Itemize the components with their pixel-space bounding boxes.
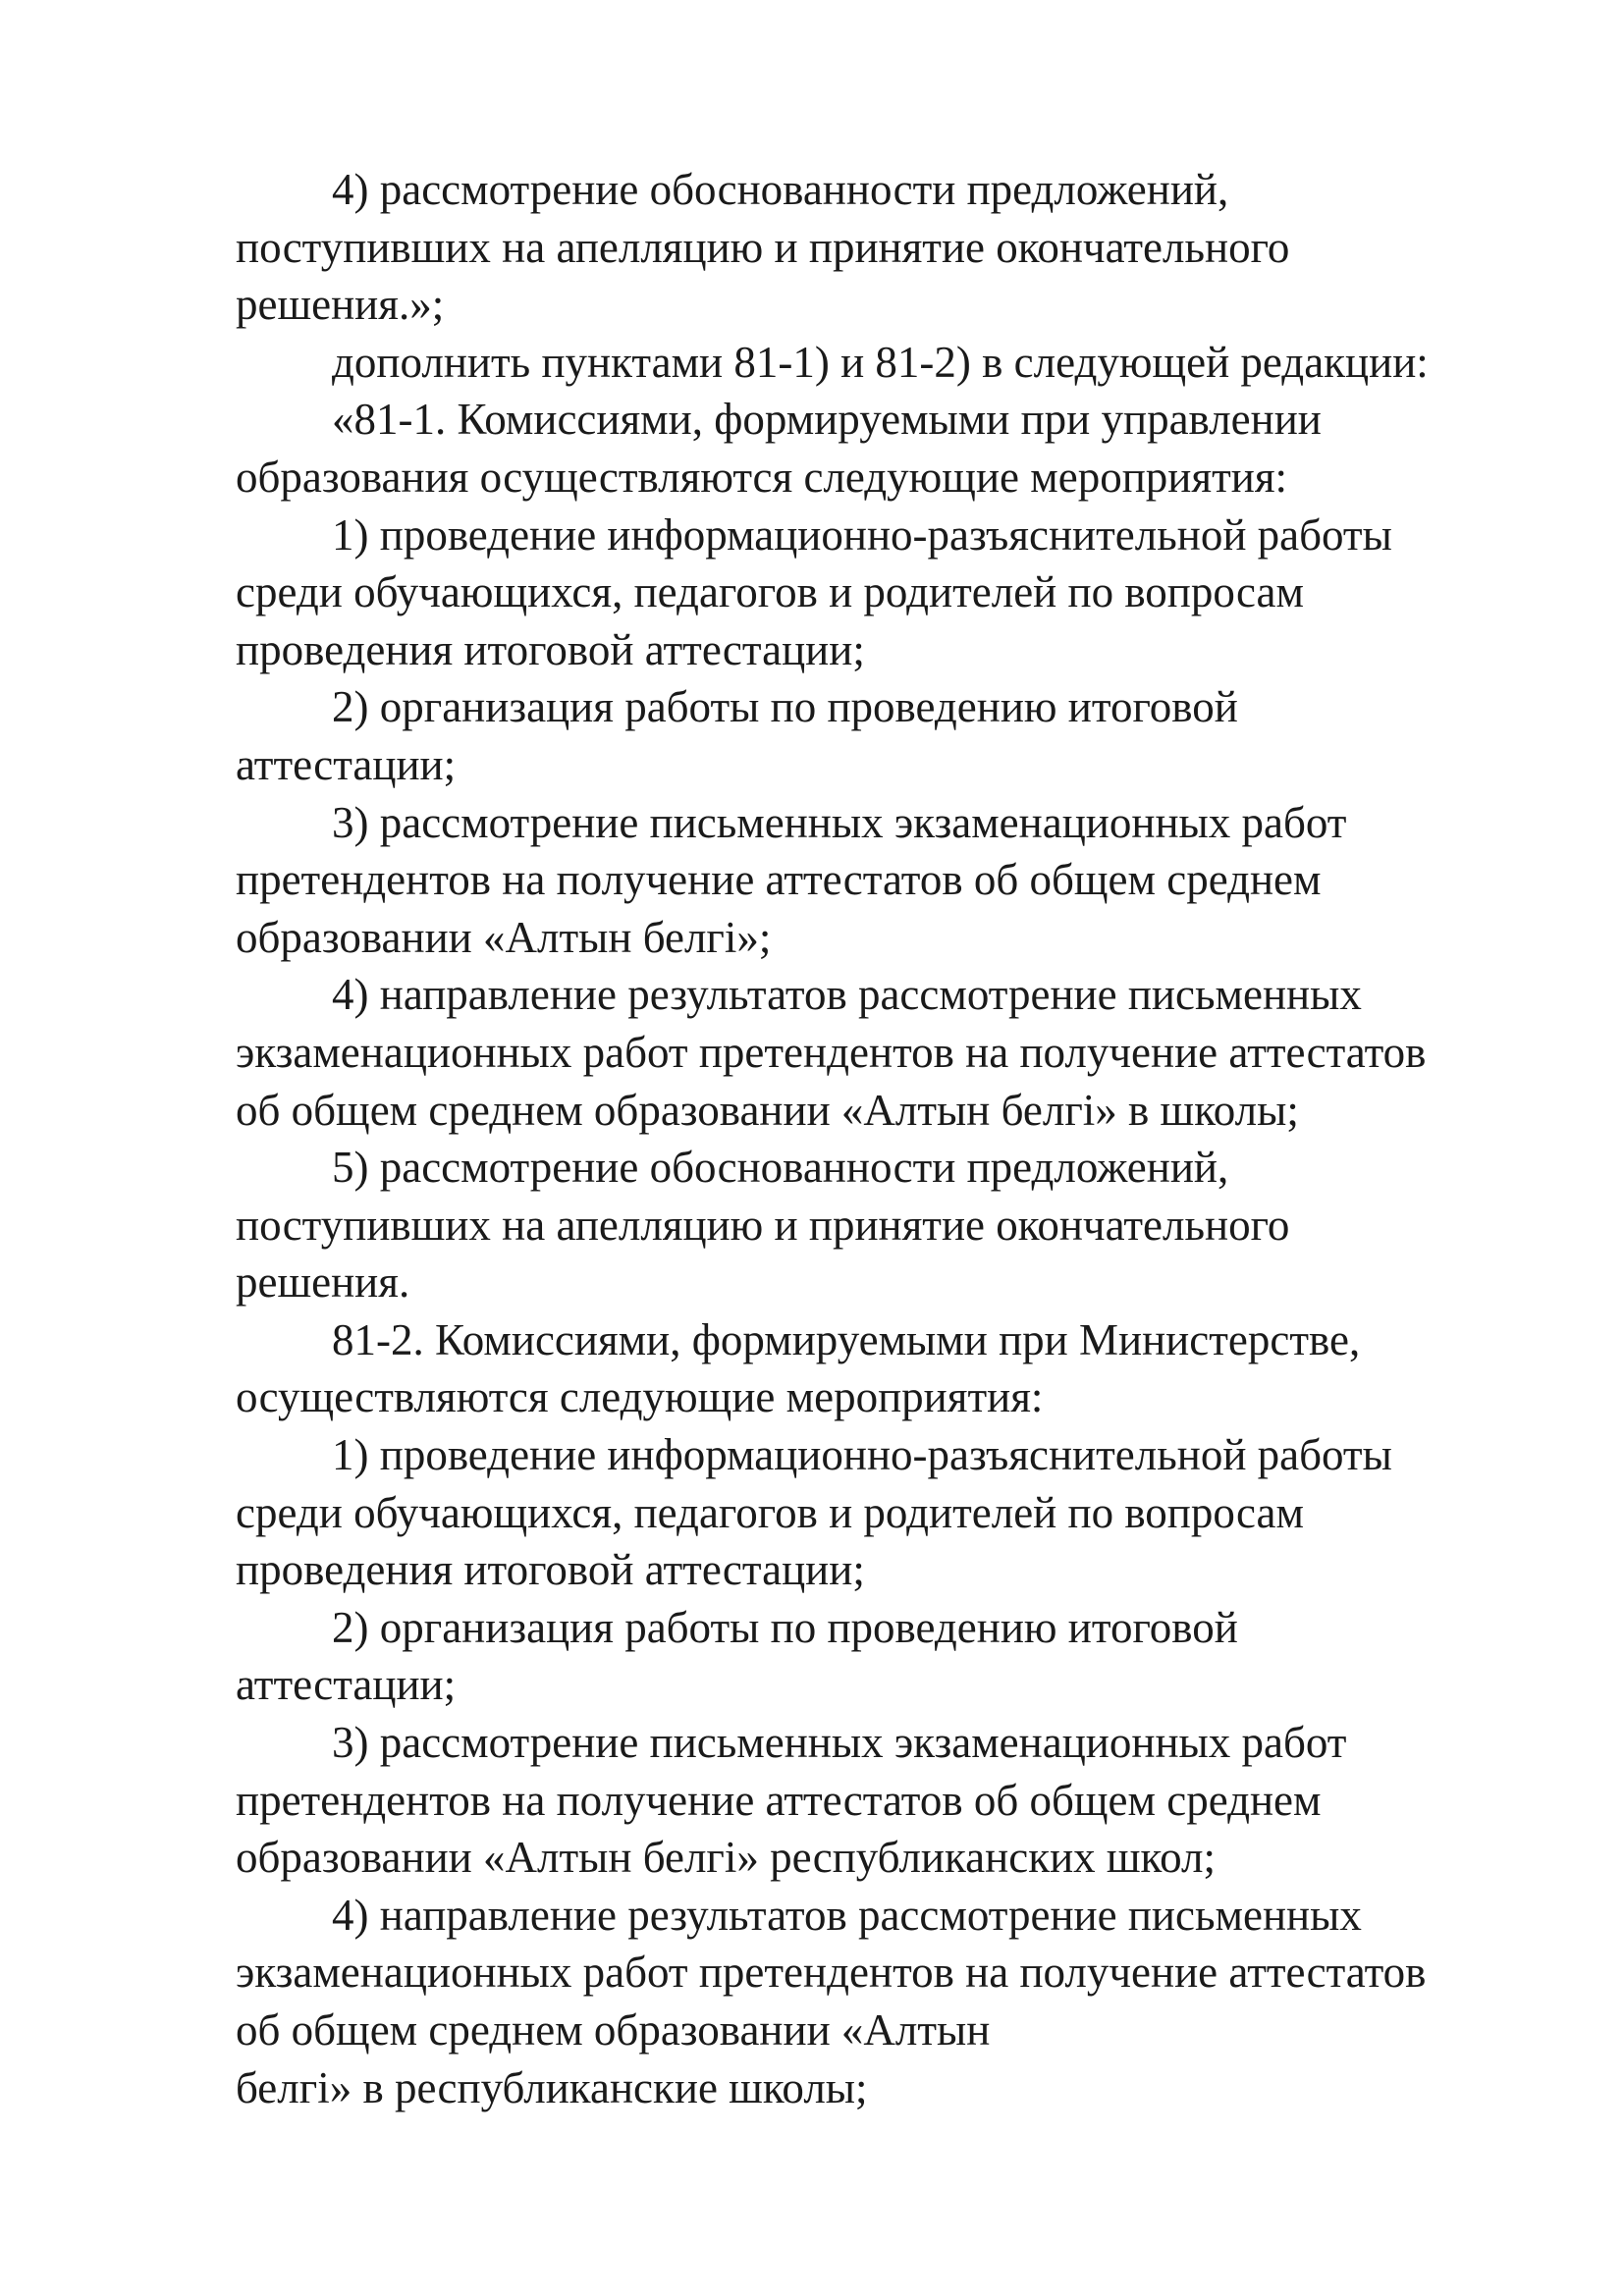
- text-line: аттестации;: [236, 739, 457, 789]
- paragraph-81-2-item-2: [236, 1599, 1512, 1714]
- text-line: претендентов на получение аттестатов об общем среднем: [236, 1775, 1322, 1825]
- text-line: 4) рассмотрение обоснованности предложений,: [332, 165, 1229, 214]
- text-line: экзаменационных работ претендентов на получение аттестатов: [236, 1948, 1427, 1998]
- text-line: 3) рассмотрение письменных экзаменационных работ: [332, 1718, 1347, 1768]
- text-line: образовании «Алтын белгі» республиканских школ;: [236, 1833, 1216, 1883]
- text-line: 2) организация работы по проведению итоговой: [332, 1602, 1238, 1652]
- text-line: об общем среднем образовании «Алтын: [236, 2005, 991, 2055]
- paragraph-81-1-item-4: [236, 966, 1512, 1139]
- text-line: 1) проведение информационно-разъяснительной работы: [332, 1430, 1392, 1480]
- text-line: «81-1. Комиссиями, формируемыми при управлении: [332, 395, 1322, 445]
- text-line: белгі» в республиканские школы;: [236, 2062, 868, 2112]
- paragraph-81-2-item-4: [236, 1887, 1512, 2116]
- paragraph-81-2-item-1: [236, 1426, 1512, 1599]
- paragraph-81-1-item-5: [236, 1139, 1512, 1311]
- text-line: решения.»;: [236, 280, 445, 330]
- text-line: среди обучающихся, педагогов и родителей по вопросам: [236, 567, 1304, 617]
- text-line: проведения итоговой аттестации;: [236, 624, 865, 674]
- text-line: проведения итоговой аттестации;: [236, 1545, 865, 1595]
- text-line: 4) направление результатов рассмотрение письменных: [332, 1890, 1362, 1940]
- text-line: 1) проведение информационно-разъяснительной работы: [332, 509, 1392, 560]
- text-line: решения.: [236, 1257, 410, 1308]
- document-body: [236, 161, 1512, 2116]
- paragraph-amendment-intro: [236, 334, 1512, 392]
- paragraph-81-1-heading: [236, 391, 1512, 506]
- text-line: 3) рассмотрение письменных экзаменационных работ: [332, 797, 1347, 847]
- text-line: поступивших на апелляцию и принятие окончательного: [236, 1200, 1290, 1250]
- text-line: 2) организация работы по проведению итоговой: [332, 682, 1238, 732]
- paragraph-item-4-appeal: [236, 161, 1512, 334]
- text-line: аттестации;: [236, 1660, 457, 1710]
- text-line: экзаменационных работ претендентов на получение аттестатов: [236, 1027, 1427, 1077]
- text-line: 81-2. Комиссиями, формируемыми при Министерстве,: [332, 1314, 1361, 1364]
- paragraph-81-1-item-2: [236, 678, 1512, 793]
- text-line: дополнить пунктами 81-1) и 81-2) в следующей редакции:: [332, 337, 1429, 387]
- text-line: об общем среднем образовании «Алтын белгі» в школы;: [236, 1085, 1299, 1135]
- paragraph-81-1-item-3: [236, 794, 1512, 967]
- text-line: среди обучающихся, педагогов и родителей по вопросам: [236, 1487, 1304, 1537]
- text-line: образования осуществляются следующие мероприятия:: [236, 452, 1288, 502]
- text-line: 5) рассмотрение обоснованности предложений,: [332, 1143, 1229, 1193]
- text-line: 4) направление результатов рассмотрение письменных: [332, 970, 1362, 1020]
- paragraph-81-1-item-1: [236, 507, 1512, 679]
- paragraph-81-2-heading: [236, 1311, 1512, 1426]
- paragraph-81-2-item-3: [236, 1714, 1512, 1887]
- text-line: осуществляются следующие мероприятия:: [236, 1372, 1044, 1422]
- text-line: претендентов на получение аттестатов об общем среднем: [236, 855, 1322, 905]
- text-line: образовании «Алтын белгі»;: [236, 912, 772, 962]
- text-line: поступивших на апелляцию и принятие окончательного: [236, 222, 1290, 272]
